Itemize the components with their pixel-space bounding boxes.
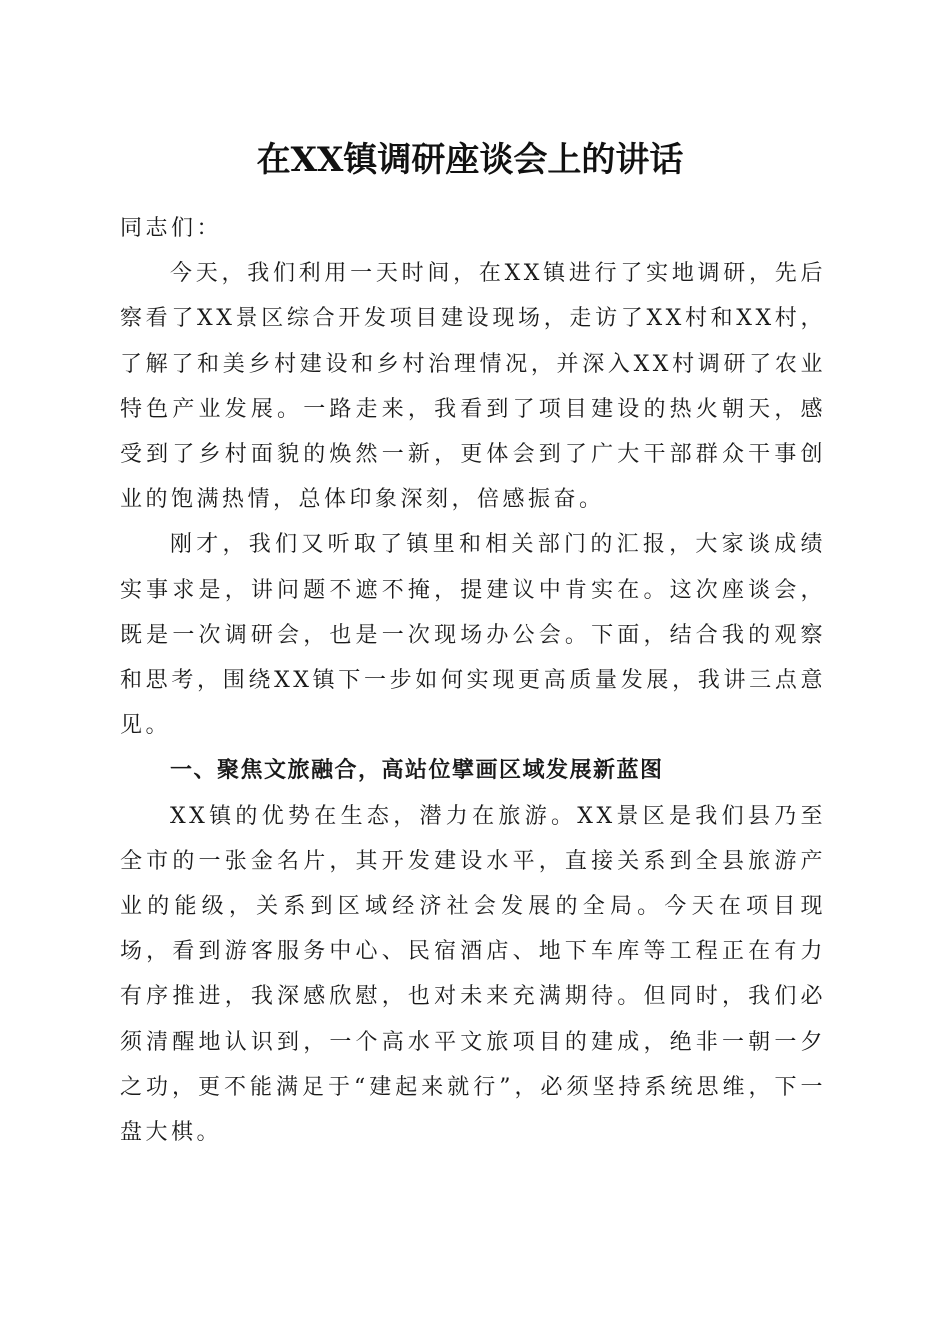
- document-body: [120, 206, 826, 1155]
- paragraph-intro: 今天，我们利用一天时间，在XX镇进行了实地调研，先后察看了XX景区综合开发项目建设现场，走访了XX村和XX村，了解了和美乡村建设和乡村治理情况，并深入XX村调研了农业特色产业发展。一路走来，我看到了项目建设的热火朝天，感受到了乡村面貌的焕然一新，更体会到了广大干部群众干事创业的饱满热情，总体印象深刻，倍感振奋。: [120, 261, 826, 513]
- paragraph-overview: 刚才，我们又听取了镇里和相关部门的汇报，大家谈成绩实事求是，讲问题不遮不掩，提建议中肯实在。这次座谈会，既是一次调研会，也是一次现场办公会。下面，结合我的观察和思考，围绕XX镇下一步如何实现更高质量发展，我讲三点意见。: [120, 532, 826, 739]
- document-title: 在XX镇调研座谈会上的讲话: [256, 140, 684, 180]
- salutation: 同志们：: [120, 216, 223, 241]
- section-paragraph: XX镇的优势在生态，潜力在旅游。XX景区是我们县乃至全市的一张金名片，其开发建设水平，直接关系到全县旅游产业的能级，关系到区域经济社会发展的全局。今天在项目现场，看到游客服务中心、民宿酒店、地下车库等工程正在有力有序推进，我深感欣慰，也对未来充满期待。但同时，我们必须清醒地认识到，一个高水平文旅项目的建成，绝非一朝一夕之功，更不能满足于“建起来就行”，必须坚持系统思维，下一盘大棋。: [120, 803, 826, 1146]
- section-heading: 一、聚焦文旅融合，高站位擘画区域发展新蓝图: [170, 758, 664, 784]
